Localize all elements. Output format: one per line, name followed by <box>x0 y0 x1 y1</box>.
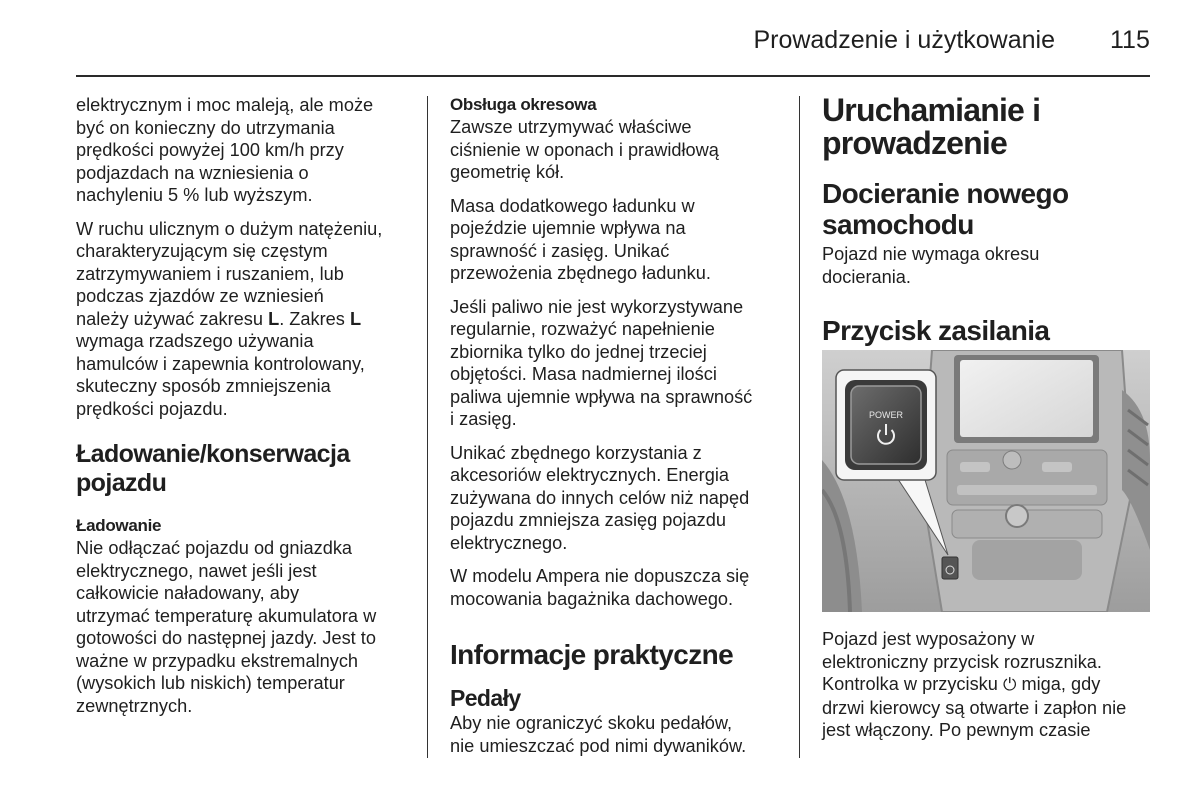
column-2 <box>450 94 785 768</box>
paragraph-speed-range: elektrycznym i moc maleją, ale może być on konieczny do utrzymania prędkości powyżej 100 km/h przy podjazdach na wzniesienia o nachyleniu 5 % lub wyższym. <box>76 95 374 205</box>
subheading-maintenance: Obsługa okresowa <box>450 95 597 114</box>
paragraph-roof-rack: W modelu Ampera nie dopuszcza się mocowania bagażnika dachowego. <box>450 566 750 609</box>
column-1 <box>76 94 411 728</box>
section-heading-practical-info: Informacje praktyczne <box>450 639 734 670</box>
chapter-heading-starting: Uruchamianie i prowadzenie <box>822 92 1041 161</box>
paragraph-range-l: W ruchu ulicznym o dużym natężeniu, charakteryzującym się częstym zatrzymywaniem i ruszaniem, lub podczas zjazdów ze wzniesień należy używać zakresu L. Zakres L wymaga rzadszego używania hamulców i zapewnia kontrolowany, skuteczny sposób zmniejszenia prędkości pojazdu. <box>76 218 383 419</box>
paragraph-fuel: Jeśli paliwo nie jest wykorzystywane regularnie, rozważyć napełnienie zbiornika tylko do jednej trzeciej objętości. Masa nadmiernej ilości paliwa ujemnie wpływa na sprawność i zasięg. <box>450 296 753 429</box>
paragraph-running-in: Pojazd nie wymaga okresu docierania. <box>822 244 1040 287</box>
column-divider-1 <box>427 96 428 758</box>
subheading-charging: Ładowanie <box>76 516 162 535</box>
power-symbol-inline-icon: ⏻ <box>1002 675 1017 695</box>
header-rule <box>76 75 1150 77</box>
paragraph-pedals: Aby nie ograniczyć skoku pedałów, nie umieszczać pod nimi dywaników. <box>450 713 747 756</box>
power-button-label: POWER <box>868 410 904 420</box>
paragraph-charging: Nie odłączać pojazdu od gniazdka elektrycznego, nawet jeśli jest całkowicie naładowany, aby utrzymać temperaturę akumulatora w gotowości do następnej jazdy. Jest to ważne w przypadku ekstremalnych (wysokich lub niskich) temperatur zewnętrznych. <box>76 538 377 716</box>
section-heading-power-button: Przycisk zasilania <box>822 315 1050 346</box>
dashboard-power-button-photo <box>822 350 1150 612</box>
paragraph-load: Masa dodatkowego ładunku w pojeździe ujemnie wpływa na sprawność i zasięg. Unikać przewożenia zbędnego ładunku. <box>450 195 711 283</box>
paragraph-power-button: Pojazd jest wyposażony w elektroniczny przycisk rozrusznika. Kontrolka w przycisku ⏻ miga, gdy drzwi kierowcy są otwarte i zapłon nie jest włączony. Po pewnym czasie <box>822 629 1127 740</box>
section-heading-running-in: Docieranie nowego samochodu <box>822 178 1069 240</box>
subheading-pedals: Pedały <box>450 685 521 711</box>
page-number: 115 <box>1110 26 1150 54</box>
column-3 <box>822 94 1157 753</box>
paragraph-tyres: Zawsze utrzymywać właściwe ciśnienie w oponach i prawidłową geometrię kół. <box>450 117 719 182</box>
running-header-title: Prowadzenie i użytkowanie <box>753 26 1055 54</box>
section-heading-charging: Ładowanie/konserwacja pojazdu <box>76 440 350 497</box>
column-divider-2 <box>799 96 800 758</box>
paragraph-accessories: Unikać zbędnego korzystania z akcesoriów elektrycznych. Energia zużywana do innych celów niż napęd pojazdu zmniejsza zasięg pojazdu elektrycznego. <box>450 442 750 553</box>
